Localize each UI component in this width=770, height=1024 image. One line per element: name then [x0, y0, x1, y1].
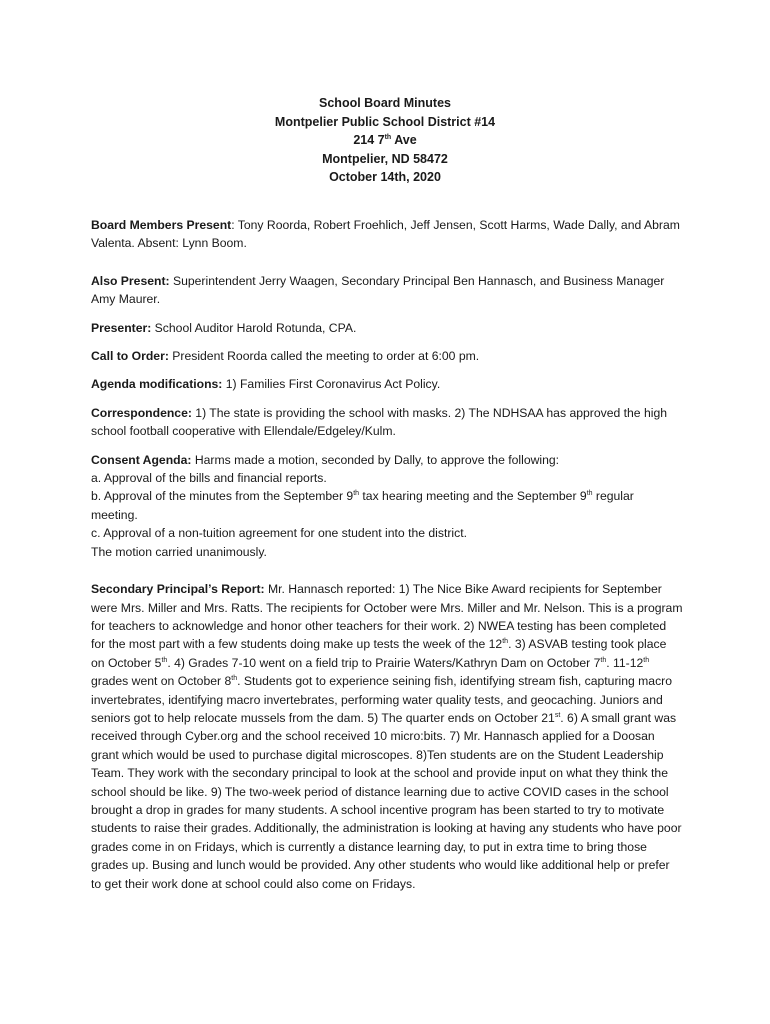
- also-present-paragraph: Also Present: Superintendent Jerry Waagen, Secondary Principal Ben Hannasch, and Business Manager Amy Maurer.: [91, 273, 665, 307]
- agenda-modifications-label: Agenda modifications:: [91, 377, 223, 392]
- meeting-date: October 14th, 2020: [329, 170, 441, 185]
- consent-item-a: a. Approval of the bills and financial reports.: [91, 471, 327, 486]
- call-to-order-label: Call to Order:: [91, 349, 169, 364]
- presenter-label: Presenter:: [91, 320, 152, 335]
- document-title: School Board Minutes: [319, 96, 451, 110]
- correspondence-label: Correspondence:: [91, 405, 192, 420]
- city-state-zip: Montpelier, ND 58472: [322, 151, 448, 166]
- minutes-body: [91, 216, 683, 893]
- agenda-modifications-paragraph: Agenda modifications: 1) Families First Coronavirus Act Policy.: [91, 377, 441, 392]
- presenter-paragraph: Presenter: School Auditor Harold Rotunda, CPA.: [91, 320, 357, 335]
- document-header: [0, 94, 770, 187]
- consent-result: The motion carried unanimously.: [91, 544, 267, 559]
- consent-item-c: c. Approval of a non-tuition agreement for one student into the district.: [91, 526, 468, 541]
- consent-agenda-label: Consent Agenda:: [91, 452, 192, 467]
- consent-item-b: b. Approval of the minutes from the September 9th tax hearing meeting and the September 9th regular meeting.: [91, 489, 634, 522]
- principal-report-paragraph: Secondary Principal’s Report: Mr. Hannasch reported: 1) The Nice Bike Award recipients for September were Mrs. Miller and Mrs. Ratts. The recipients for October were Mrs. Miller and Mr. Nelson. This is a program for teachers to acknowledge and honor other teachers for their work. 2) NWEA testing has been completed for the most part with a few students doing make up tests the week of the 12th. 3) ASVAB testing took place on October 5th. 4) Grades 7-10 went on a field trip to Prairie Waters/Kathryn Dam on October 7th. 11-12th grades went on October 8th. Students got to experience seining fish, identifying stream fish, capturing macro invertebrates, identifying macro invertebrates, performing water quality tests, and geocaching. Juniors and seniors got to help relocate mussels from the dam. 5) The quarter ends on October 21st. 6) A small grant was received through Cyber.org and the school received 10 micro:bits. 7) Mr. Hannasch applied for a Doosan grant which would be used to purchase digital microscopes. 8)Ten students are on the Student Leadership Team. They work with the secondary principal to look at the school and provide input on what they think the school should be like. 9) The two-week period of distance learning due to active COVID cases in the school brought a drop in grades for many students. A school incentive program has been started to try to motivate students to raise their grades. Additionally, the administration is looking at having any students who have poor grades come in on Fridays, which is currently a distance learning day, to put in extra time to bring those grades up. Busing and lunch would be provided. Any other students who would like additional help or prefer to get their work done at school could also come on Fridays.: [91, 582, 683, 891]
- board-members-label: Board Members Present: [91, 218, 232, 232]
- call-to-order-paragraph: Call to Order: President Roorda called the meeting to order at 6:00 pm.: [91, 349, 480, 364]
- also-present-label: Also Present:: [91, 273, 170, 288]
- correspondence-paragraph: Correspondence: 1) The state is providing the school with masks. 2) The NDHSAA has approved the high school football cooperative with Ellendale/Edgeley/Kulm.: [91, 405, 668, 439]
- street-address: 214 7th Ave: [353, 133, 417, 148]
- principal-report-label: Secondary Principal’s Report:: [91, 582, 265, 597]
- district-name: Montpelier Public School District #14: [274, 114, 496, 129]
- consent-agenda-section: [91, 451, 683, 561]
- board-members-paragraph: Board Members Present: Tony Roorda, Robert Froehlich, Jeff Jensen, Scott Harms, Wade Dally, and Abram Valenta. Absent: Lynn Boom.: [91, 218, 680, 251]
- consent-agenda-intro: Consent Agenda: Harms made a motion, seconded by Dally, to approve the following:: [91, 452, 560, 467]
